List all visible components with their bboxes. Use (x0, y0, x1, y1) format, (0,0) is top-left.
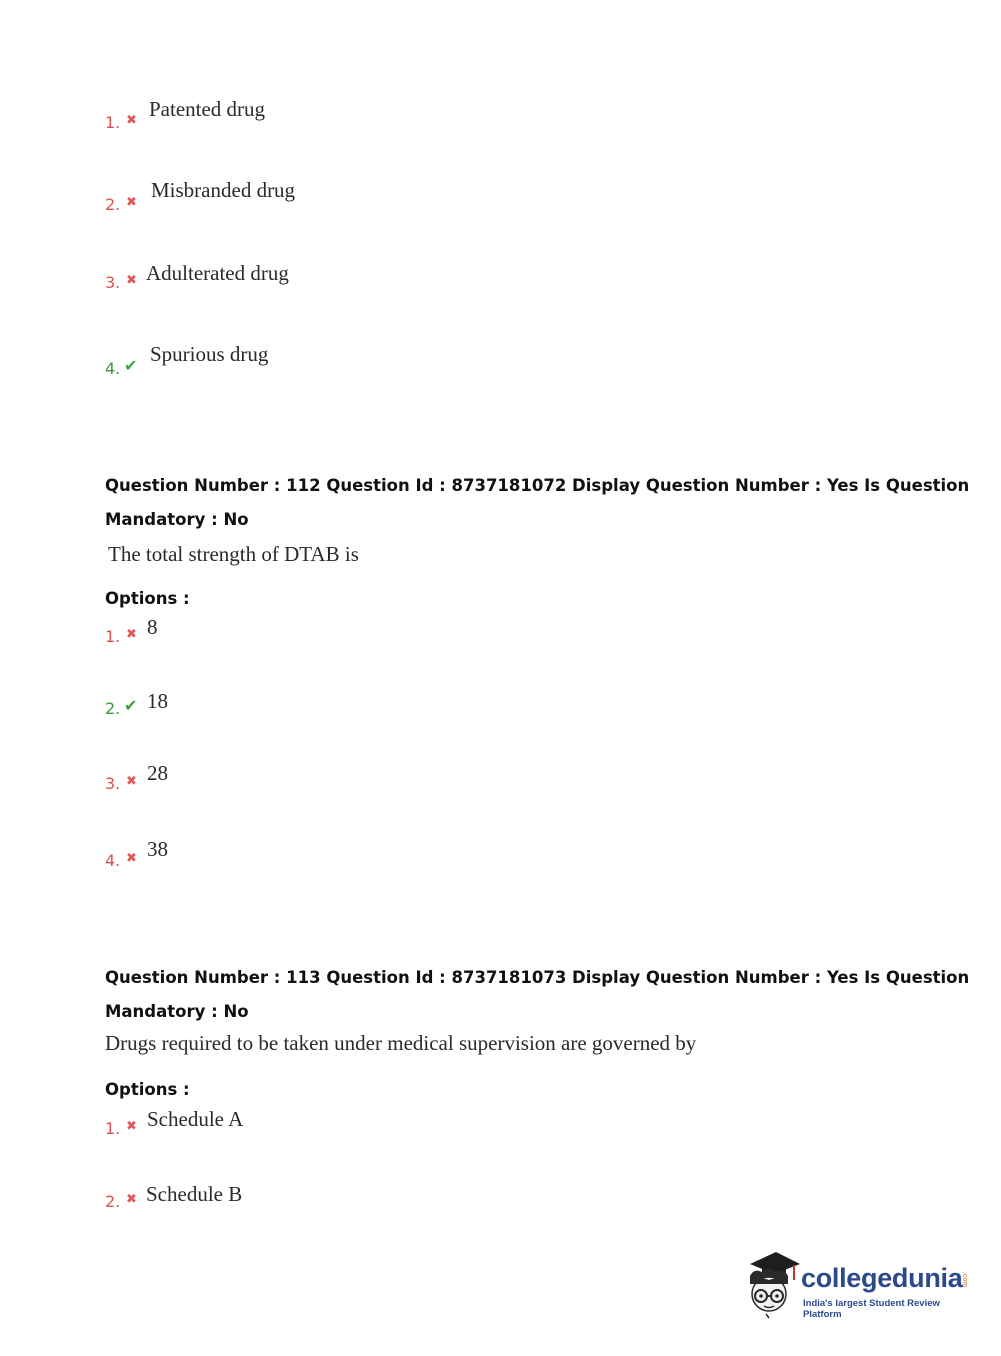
option-number: 3. (105, 774, 121, 793)
option-text: Schedule A (147, 1107, 244, 1131)
cross-icon: ✖ (126, 1192, 137, 1207)
logo-tagline: India's largest Student Review Platform (803, 1298, 940, 1320)
option-number: 4. (105, 359, 121, 378)
option-text: 18 (147, 689, 168, 713)
options-label: Options : (105, 589, 190, 608)
question-text: Drugs required to be taken under medical supervision are governed by (105, 1031, 697, 1055)
option-text: Misbranded drug (151, 178, 296, 202)
question-header: Question Number : 113 Question Id : 8737181073 Display Question Number : Yes Is Question (105, 968, 970, 987)
cross-icon: ✖ (126, 273, 137, 288)
question-header-mandatory: Mandatory : No (105, 1002, 249, 1021)
cross-icon: ✖ (126, 195, 137, 210)
option-number: 1. (105, 113, 121, 132)
collegedunia-logo (742, 1250, 972, 1322)
logo-suffix: .com (961, 1272, 968, 1288)
option-number: 1. (105, 627, 121, 646)
check-icon: ✔ (124, 356, 138, 375)
option-number: 4. (105, 851, 121, 870)
cross-icon: ✖ (126, 627, 137, 642)
cross-icon: ✖ (126, 113, 137, 128)
cross-icon: ✖ (126, 1119, 137, 1134)
check-icon: ✔ (124, 696, 138, 715)
cross-icon: ✖ (126, 774, 137, 789)
option-text: Patented drug (149, 97, 266, 121)
option-number: 1. (105, 1119, 121, 1138)
question-header: Question Number : 112 Question Id : 8737181072 Display Question Number : Yes Is Question (105, 476, 970, 495)
question-text: The total strength of DTAB is (108, 542, 359, 566)
cross-icon: ✖ (126, 851, 137, 866)
option-text: 38 (147, 837, 168, 861)
option-number: 2. (105, 1192, 121, 1211)
option-text: 8 (147, 615, 158, 639)
option-number: 2. (105, 699, 121, 718)
option-text: 28 (147, 761, 168, 785)
question-header-mandatory: Mandatory : No (105, 510, 249, 529)
option-number: 2. (105, 195, 121, 214)
option-number: 3. (105, 273, 121, 292)
mascot-icon (742, 1250, 802, 1320)
options-label: Options : (105, 1080, 190, 1099)
logo-wordmark: collegedunia (801, 1263, 963, 1293)
option-text: Adulterated drug (146, 261, 289, 285)
option-text: Schedule B (146, 1182, 243, 1206)
option-text: Spurious drug (150, 342, 269, 366)
